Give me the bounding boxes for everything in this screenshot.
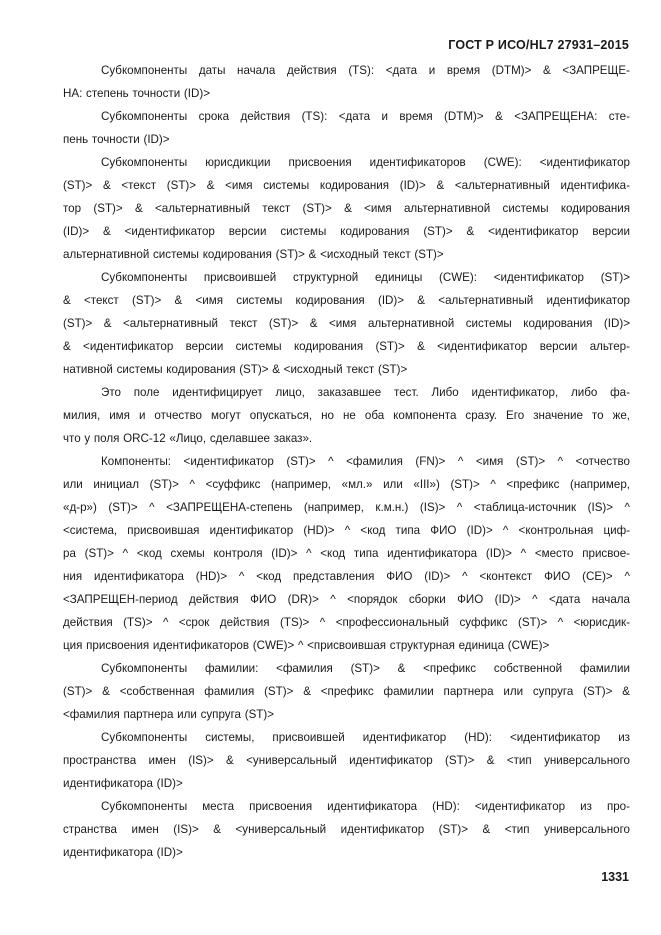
text-line: <система, присвоившая идентификатор (HD)> ^ <код типа ФИО (ID)> ^ <контрольная циф- xyxy=(63,524,630,537)
text-line: пень точности (ID)> xyxy=(63,133,170,146)
text-line: Субкомпоненты даты начала действия (TS): <дата и время (DTM)> & <ЗАПРЕЩЕ- xyxy=(101,64,630,77)
text-line: идентификатора (ID)> xyxy=(63,777,183,790)
text-line: Это поле идентифицирует лицо, заказавшее тест. Либо идентификатор, либо фа- xyxy=(101,386,630,399)
text-line: милия, имя и отчество могут опускаться, но не оба компонента сразу. Его значение то же, xyxy=(63,409,630,422)
text-line: пространства имен (IS)> & <универсальный идентификатор (ST)> & <тип универсального xyxy=(63,754,630,767)
text-line: (ST)> & <собственная фамилия (ST)> & <префикс фамилии партнера или супруга (ST)> & xyxy=(63,685,630,698)
text-line: <фамилия партнера или супруга (ST)> xyxy=(63,708,275,721)
text-line: Субкомпоненты фамилии: <фамилия (ST)> & <префикс собственной фамилии xyxy=(101,662,630,675)
text-line: «д-р») (ST)> ^ <ЗАПРЕЩЕНА-степень (например, к.м.н.) (IS)> ^ <таблица-источник (IS)> ^ xyxy=(63,501,630,514)
text-line: ция присвоения идентификаторов (CWE)> ^ <присвоившая структурная единица (CWE)> xyxy=(63,639,550,652)
text-line: Компоненты: <идентификатор (ST)> ^ <фамилия (FN)> ^ <имя (ST)> ^ <отчество xyxy=(101,455,630,468)
page-number: 1331 xyxy=(601,870,629,884)
text-line: тор (ST)> & <альтернативный текст (ST)> & <имя альтернативной системы кодирования xyxy=(63,202,630,215)
text-line: Субкомпоненты срока действия (TS): <дата и время (DTM)> & <ЗАПРЕЩЕНА: сте- xyxy=(101,110,630,123)
text-line: идентификатора (ID)> xyxy=(63,846,183,859)
text-line: Субкомпоненты места присвоения идентификатора (HD): <идентификатор из про- xyxy=(101,800,630,813)
text-line: ния идентификатора (HD)> ^ <код представления ФИО (ID)> ^ <контекст ФИО (CE)> ^ xyxy=(63,570,630,583)
text-line: <ЗАПРЕЩЕН-период действия ФИО (DR)> ^ <порядок сборки ФИО (ID)> ^ <дата начала xyxy=(63,593,630,606)
text-line: нативной системы кодирования (ST)> & <исходный текст (ST)> xyxy=(63,363,408,376)
text-line: Субкомпоненты системы, присвоившей идентификатор (HD): <идентификатор из xyxy=(101,731,630,744)
text-line: (ID)> & <идентификатор версии системы кодирования (ST)> & <идентификатор версии xyxy=(63,225,630,238)
text-line: действия (TS)> ^ <срок действия (TS)> ^ <профессиональный суффикс (ST)> ^ <юрисдик- xyxy=(63,616,630,629)
text-line: Субкомпоненты присвоившей структурной единицы (CWE): <идентификатор (ST)> xyxy=(101,271,630,284)
text-line: (ST)> & <текст (ST)> & <имя системы кодирования (ID)> & <альтернативный идентифика- xyxy=(63,179,630,192)
text-line: ра (ST)> ^ <код схемы контроля (ID)> ^ <код типа идентификатора (ID)> ^ <место присвое- xyxy=(63,547,630,560)
text-line: & <текст (ST)> & <имя системы кодирования (ID)> & <альтернативный идентификатор xyxy=(63,294,630,307)
text-line: или инициал (ST)> ^ <суффикс (например, «мл.» или «III») (ST)> ^ <префикс (например, xyxy=(63,478,630,491)
text-line: (ST)> & <альтернативный текст (ST)> & <имя альтернативной системы кодирования (ID)> xyxy=(63,317,630,330)
document-header: ГОСТ Р ИСО/HL7 27931–2015 xyxy=(448,38,629,52)
text-line: НА: степень точности (ID)> xyxy=(63,87,211,100)
text-line: странства имен (IS)> & <универсальный идентификатор (ST)> & <тип универсального xyxy=(63,823,630,836)
text-line: Субкомпоненты юрисдикции присвоения идентификаторов (CWE): <идентификатор xyxy=(101,156,630,169)
text-line: & <идентификатор версии системы кодирования (ST)> & <идентификатор версии альтер- xyxy=(63,340,630,353)
text-line: что у поля ORC-12 «Лицо, сделавшее заказ». xyxy=(63,432,313,445)
text-line: альтернативной системы кодирования (ST)> & <исходный текст (ST)> xyxy=(63,248,444,261)
